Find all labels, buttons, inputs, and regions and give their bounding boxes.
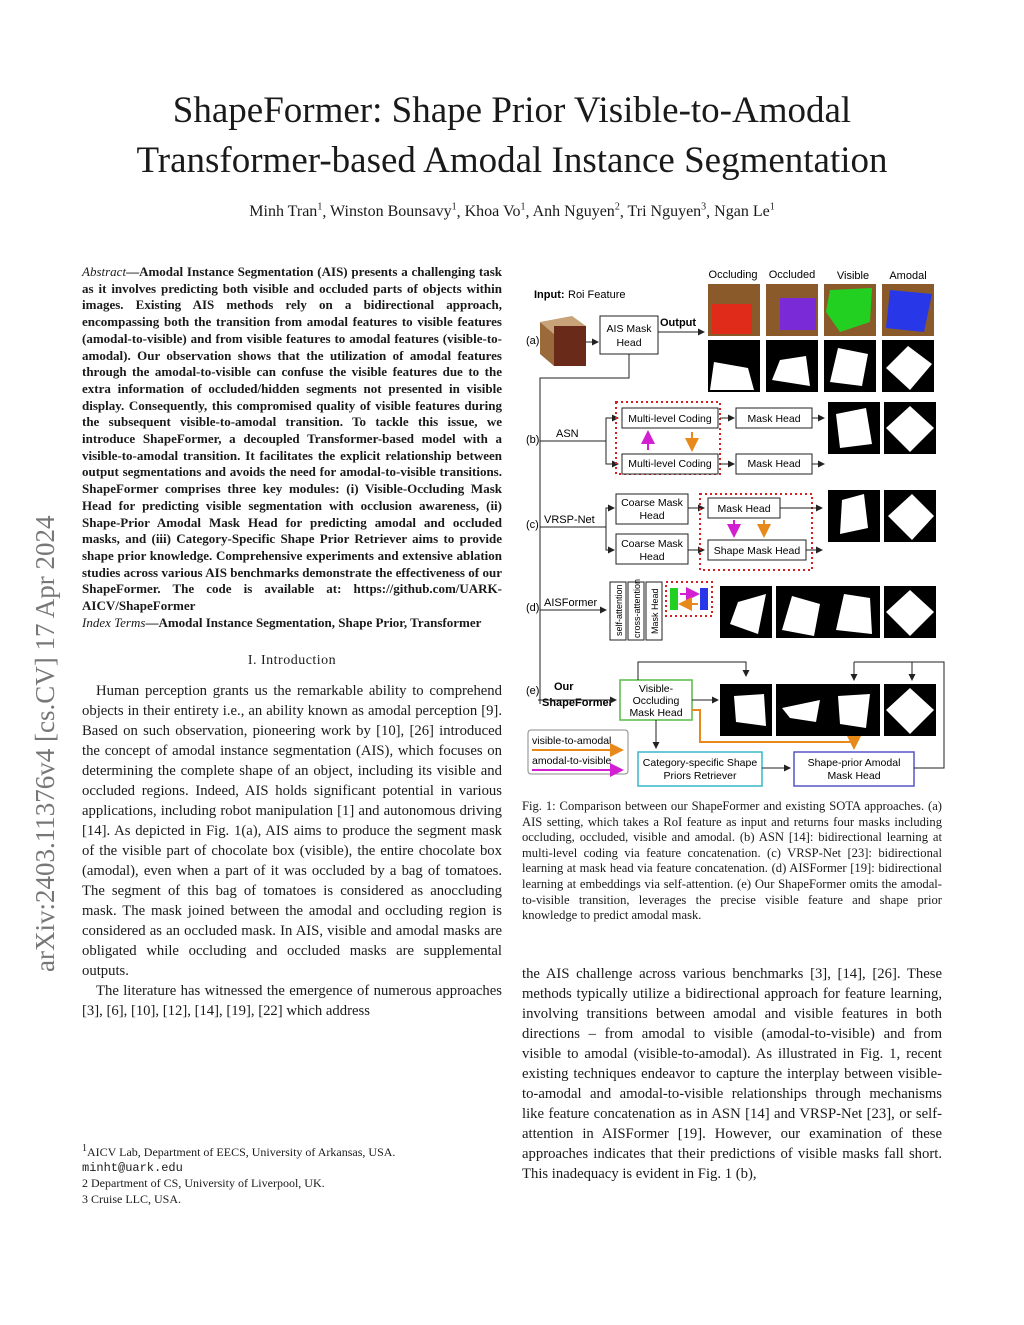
svg-text:Multi-level Coding: Multi-level Coding [628,413,712,425]
index-text: Amodal Instance Segmentation, Shape Prior, Transformer [158,614,482,630]
author: Tri Nguyen$^3$ [627,202,707,221]
abstract-text: Amodal Instance Segmentation (AIS) presents a challenging task as it involves predicting both visible and occluded parts of objects within images. Existing AIS methods rely on a bidirectional approach, encompassing both the transition from amodal features to visible features (amodal-to-visible) and from visible features to amodal features (visible-to-amodal). Our observation shows that the utilization of amodal features through the amodal-to-visible can confuse the visible features due to the extra information of occluded/hidden segments not presented in visible display. Consequently, this compromised quality of visible features during the subsequent visible-to-amodal transition. To tackle this issue, we introduce ShapeFormer, a decoupled Transformer-based model with a visible-to-amodal transition. It facilitates the explicit relationship between output segmentations and avoids the need for amodal-to-visible transitions. ShapeFormer comprises three key modules: (i) Visible-Occluding Mask Head for predicting visible segmentation with occlusion awareness, (ii) Shape-Prior Amodal Mask Head for predicting amodal and occluded masks, and (iii) Category-Specific Shape Prior Retriever aims to provide shape prior knowledge. Comprehensive experiments and extensive ablation studies across various AIS benchmarks demonstrate the effectiveness of our ShapeFormer. The code is available at: https://github.com/UARK-AICV/ShapeFormer [82,264,502,614]
svg-text:Priors Retriever: Priors Retriever [663,770,737,782]
author: Ngan Le$^1$ [714,202,775,221]
author: Anh Nguyen$^2$ [532,202,620,221]
svg-text:Mask Head: Mask Head [650,588,660,634]
author: Khoa Vo$^1$ [464,202,526,221]
input-label: Input: [534,289,565,301]
svg-text:cross-attention: cross-attention [632,578,642,638]
footnotes [82,1141,502,1207]
svg-text:Head: Head [639,551,665,563]
svg-text:Mask Head: Mask Head [629,707,683,719]
row-label-a: (a) [526,335,540,347]
asn-label: ASN [556,428,579,440]
row-label-e: (e) [526,685,540,697]
row-label-b: (b) [526,434,540,446]
index-terms: Index Terms—Amodal Instance Segmentation, Shape Prior, Transformer [82,614,482,630]
left-column [82,264,502,1021]
svg-text:Head: Head [616,337,642,349]
output-label: Output [660,317,697,329]
footnote-1: $^1$AICV Lab, Department of EECS, University of Arkansas, USA. [82,1143,396,1159]
svg-text:Coarse Mask: Coarse Mask [621,497,683,509]
title-line-2: Transformer-based Amodal Instance Segmentation [136,140,888,181]
legend [528,730,628,774]
svg-text:Occluding: Occluding [632,695,680,707]
svg-text:AIS Mask: AIS Mask [606,323,652,335]
intro-paragraph-1: Human perception grants us the remarkable ability to comprehend objects in their entirety i.e., an ability known as amodal perception [9]. Based on such observation, pioneering work by [10], [26] introduced the concept of amodal instance segmentation (AIS), which focuses on determining the complete shape of an object, including its visible and occluded regions. Indeed, AIS holds significant potential in various applications, including robot manipulation [1] and autonomous driving [14]. As depicted in Fig. 1(a), AIS aims to produce the segment mask of the visible part of chocolate box (visible), the entire chocolate box (amodal), even when a part of it was occluded by a bag of tomatoes. The segment of this bag of tomatoes is considered as anoccluding mask. The mask joined between the amodal and occluding region is considered as an occluded mask. In AIS, visible and amodal masks are obligated while occluding and occluded masks are supplemental outputs. [82,683,502,980]
author: Winston Bounsavy$^1$ [330,202,457,221]
masks-row-a [708,340,934,392]
col-label-occluded: Occluded [768,269,816,281]
row-label-c: (c) [526,519,539,531]
svg-text:Category-specific Shape: Category-specific Shape [642,757,758,769]
footnote-2: 2 Department of CS, University of Liverpool, UK. [82,1176,325,1190]
shapeformer-label: ShapeFormer [542,697,613,709]
roi-cube-icon [540,316,586,366]
legend-a2v: amodal-to-visible [532,755,612,767]
abstract-label: Abstract [82,264,127,279]
svg-text:Mask Head: Mask Head [827,770,881,782]
svg-text:Mask Head: Mask Head [717,503,771,515]
footnote-email: minht@uark.edu [82,1160,183,1175]
aisformer-label: AISFormer [544,597,598,609]
abstract: Abstract—Amodal Instance Segmentation (AIS) presents a challenging task as it involves predicting both visible and occluded parts of objects within images. Existing AIS methods rely on a bidirectional approach, encompassing both the transition from amodal features to visible features (amodal-to-visible) and from visible features to amodal features (visible-to-amodal). Our observation shows that the utilization of amodal features through the amodal-to-visible can confuse the visible features due to the extra information of occluded/hidden segments not presented in visible display. Consequently, this compromised quality of visible features during the subsequent visible-to-amodal transition. To tackle this issue, we introduce ShapeFormer, a decoupled Transformer-based model with a visible-to-amodal transition. It facilitates the explicit relationship between output segmentations and avoids the need for amodal-to-visible transitions. ShapeFormer comprises three key modules: (i) Visible-Occluding Mask Head for predicting visible segmentation with occlusion awareness, (ii) Shape-Prior Amodal Mask Head for predicting amodal and occluded masks, and (iii) Category-Specific Shape Prior Retriever aims to provide shape prior knowledge. Comprehensive experiments and extensive ablation studies across various AIS benchmarks demonstrate the effectiveness of our ShapeFormer. The code is available at: https://github.com/UARK-AICV/ShapeFormer [82,264,502,614]
svg-text:Multi-level Coding: Multi-level Coding [628,458,712,470]
figure-1 [520,264,950,794]
svg-text:Visible-: Visible- [638,683,674,695]
svg-text:Mask Head: Mask Head [747,413,801,425]
intro-paragraph-2: The literature has witnessed the emergence of numerous approaches [3], [6], [10], [12], [14], [19], [22] which address [82,983,502,1020]
author: Minh Tran$^1$ [249,202,323,221]
svg-text:self-attention: self-attention [614,584,624,636]
svg-text:Mask Head: Mask Head [747,458,801,470]
our-label: Our [554,681,574,693]
legend-v2a: visible-to-amodal [532,735,612,747]
svg-text:Coarse Mask: Coarse Mask [621,538,683,550]
author-list: Minh Tran$^1$, Winston Bounsavy$^1$, Khoa Vo$^1$, Anh Nguyen$^2$, Tri Nguyen$^3$, Ngan Le$^1$ [249,202,775,221]
arxiv-stamp: arXiv:2403.11376v4 [cs.CV] 17 Apr 2024 [30,515,60,972]
section-heading: I. Introduction [247,653,337,669]
footnote-3: 3 Cruise LLC, USA. [82,1191,181,1206]
svg-text:Shape-prior Amodal: Shape-prior Amodal [807,757,901,769]
col-label-occluding: Occluding [708,269,758,281]
svg-text:Shape Mask Head: Shape Mask Head [713,545,801,557]
right-column-text: the AIS challenge across various benchmarks [3], [14], [26]. These methods typically utilize a bidirectional approach for feature learning, involving transitions between amodal and visible features in both directions – from amodal to visible (amodal-to-visible) and from visible to amodal (visible-to-amodal). As illustrated in Fig. 1, recent existing techniques endeavor to capture the interplay between visible-to-amodal and amodal-to-visible relationships through mechanisms like feature concatenation as in ASN [14] and VRSP-Net [23], or self-attention in AISFormer [19]. However, our examination of these approaches indicates that their predictions of visible masks fall short. This inadequacy is evident in Fig. 1 (b), [522,966,942,1182]
input-value: Roi Feature [568,289,626,301]
photo-tiles [708,284,934,336]
col-label-visible: Visible [836,270,870,282]
figure-caption: Fig. 1: Comparison between our ShapeFormer and existing SOTA approaches. (a) AIS setting, which takes a RoI feature as input and returns four masks including occluding, occluded, visible and amodal. (b) ASN [14]: bidirectional learning at multi-level coding via feature concatenation. (c) VRSP-Net [23]: bidirectional learning at mask head via feature concatenation. (d) AISFormer [19]: bidirectional learning at embeddings via self-attention. (e) Our ShapeFormer omits the amodal-to-visible transition, leverages the precise visible feature and shape prior knowledge to predict amodal mask. [522,799,942,923]
index-label: Index Terms [82,614,146,630]
paper-title [0,86,1024,186]
row-label-d: (d) [526,602,540,614]
col-label-amodal: Amodal [889,270,927,282]
title-line-1: ShapeFormer: Shape Prior Visible-to-Amodal [172,90,852,131]
vrsp-label: VRSP-Net [544,514,595,526]
svg-text:Head: Head [639,510,665,522]
